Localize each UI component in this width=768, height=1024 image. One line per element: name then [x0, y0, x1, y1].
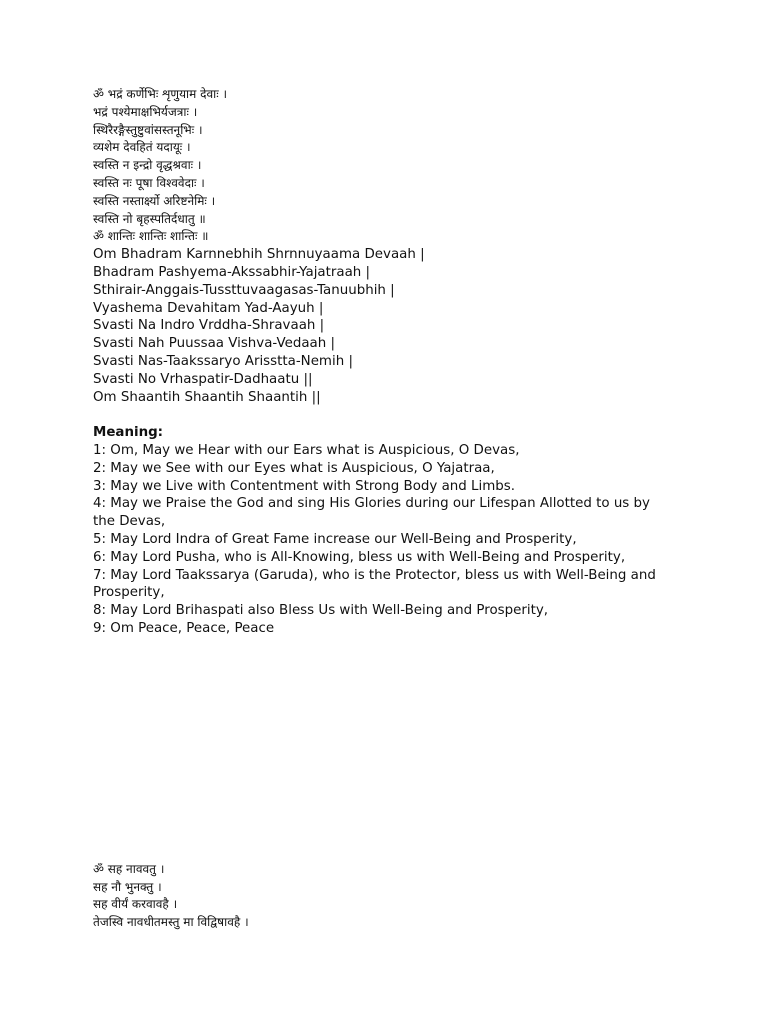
devanagari-verse: [93, 86, 693, 246]
transliteration-line: Om Bhadram Karnnebhih Shrnnuyaama Devaah |: [93, 247, 425, 263]
devanagari-line: स्वस्ति न इन्द्रो वृद्धश्रवाः ।: [93, 158, 202, 173]
meaning-line: 1: Om, May we Hear with our Ears what is Auspicious, O Devas,: [93, 442, 520, 458]
devanagari-line: व्यशेम देवहितं यदायूः ।: [93, 140, 191, 155]
transliteration-line: Vyashema Devahitam Yad-Aayuh |: [93, 300, 324, 316]
document-page: [93, 86, 693, 638]
meaning-line: 3: May we Live with Contentment with Strong Body and Limbs.: [93, 478, 516, 494]
transliteration-line: Bhadram Pashyema-Akssabhir-Yajatraah |: [93, 264, 371, 280]
transliteration-line: Sthirair-Anggais-Tussttuvaagasas-Tanuubhih |: [93, 282, 395, 298]
transliteration-line: Svasti No Vrhaspatir-Dadhaatu ||: [93, 371, 313, 387]
devanagari-line: तेजस्वि नावधीतमस्तु मा विद्विषावहै ।: [93, 914, 249, 929]
devanagari-line: स्वस्ति नः पूषा विश्ववेदाः ।: [93, 175, 205, 190]
devanagari-line: ॐ सह नाववतु ।: [93, 862, 165, 876]
devanagari-line: सह नौ भुनक्तु ।: [93, 879, 162, 894]
meaning-heading: Meaning:: [93, 425, 164, 441]
meaning-list: [93, 442, 693, 638]
transliteration-line: Svasti Nah Puussaa Vishva-Vedaah |: [93, 336, 335, 352]
transliteration-line: Svasti Na Indro Vrddha-Shravaah |: [93, 318, 325, 334]
meaning-line: 2: May we See with our Eyes what is Auspicious, O Yajatraa,: [93, 460, 495, 476]
devanagari-line: भद्रं पश्येमाक्षभिर्यजत्राः ।: [93, 104, 198, 119]
devanagari-line: स्वस्ति नस्तार्क्ष्यो अरिष्टनेमिः ।: [93, 193, 216, 208]
meaning-line: 8: May Lord Brihaspati also Bless Us with Well-Being and Prosperity,: [93, 603, 549, 619]
meaning-line: 6: May Lord Pusha, who is All-Knowing, bless us with Well-Being and Prosperity,: [93, 549, 626, 565]
transliteration-verse: [93, 246, 693, 406]
devanagari-line: ॐ शान्तिः शान्तिः शान्तिः ॥: [93, 229, 209, 244]
devanagari-line: ॐ भद्रं कर्णेभिः शृणुयाम देवाः ।: [93, 87, 228, 101]
devanagari-line: स्वस्ति नो बृहस्पतिर्दधातु ॥: [93, 211, 206, 226]
transliteration-line: Svasti Nas-Taakssaryo Arisstta-Nemih |: [93, 353, 353, 369]
meaning-line: 5: May Lord Indra of Great Fame increase our Well-Being and Prosperity,: [93, 531, 577, 547]
transliteration-line: Om Shaantih Shaantih Shaantih ||: [93, 389, 321, 405]
devanagari-line: सह वीर्यं करवावहै ।: [93, 897, 178, 911]
meaning-line: 9: Om Peace, Peace, Peace: [93, 620, 275, 636]
meaning-line: 7: May Lord Taakssarya (Garuda), who is the Protector, bless us with Well-Being and Prosperity,: [93, 567, 656, 601]
second-devanagari-verse: [93, 861, 249, 931]
devanagari-line: स्थिरैरङ्गैस्तुष्टुवांसस्तनूभिः ।: [93, 122, 203, 137]
meaning-line: 4: May we Praise the God and sing His Glories during our Lifespan Allotted to us by the Devas,: [93, 496, 650, 530]
